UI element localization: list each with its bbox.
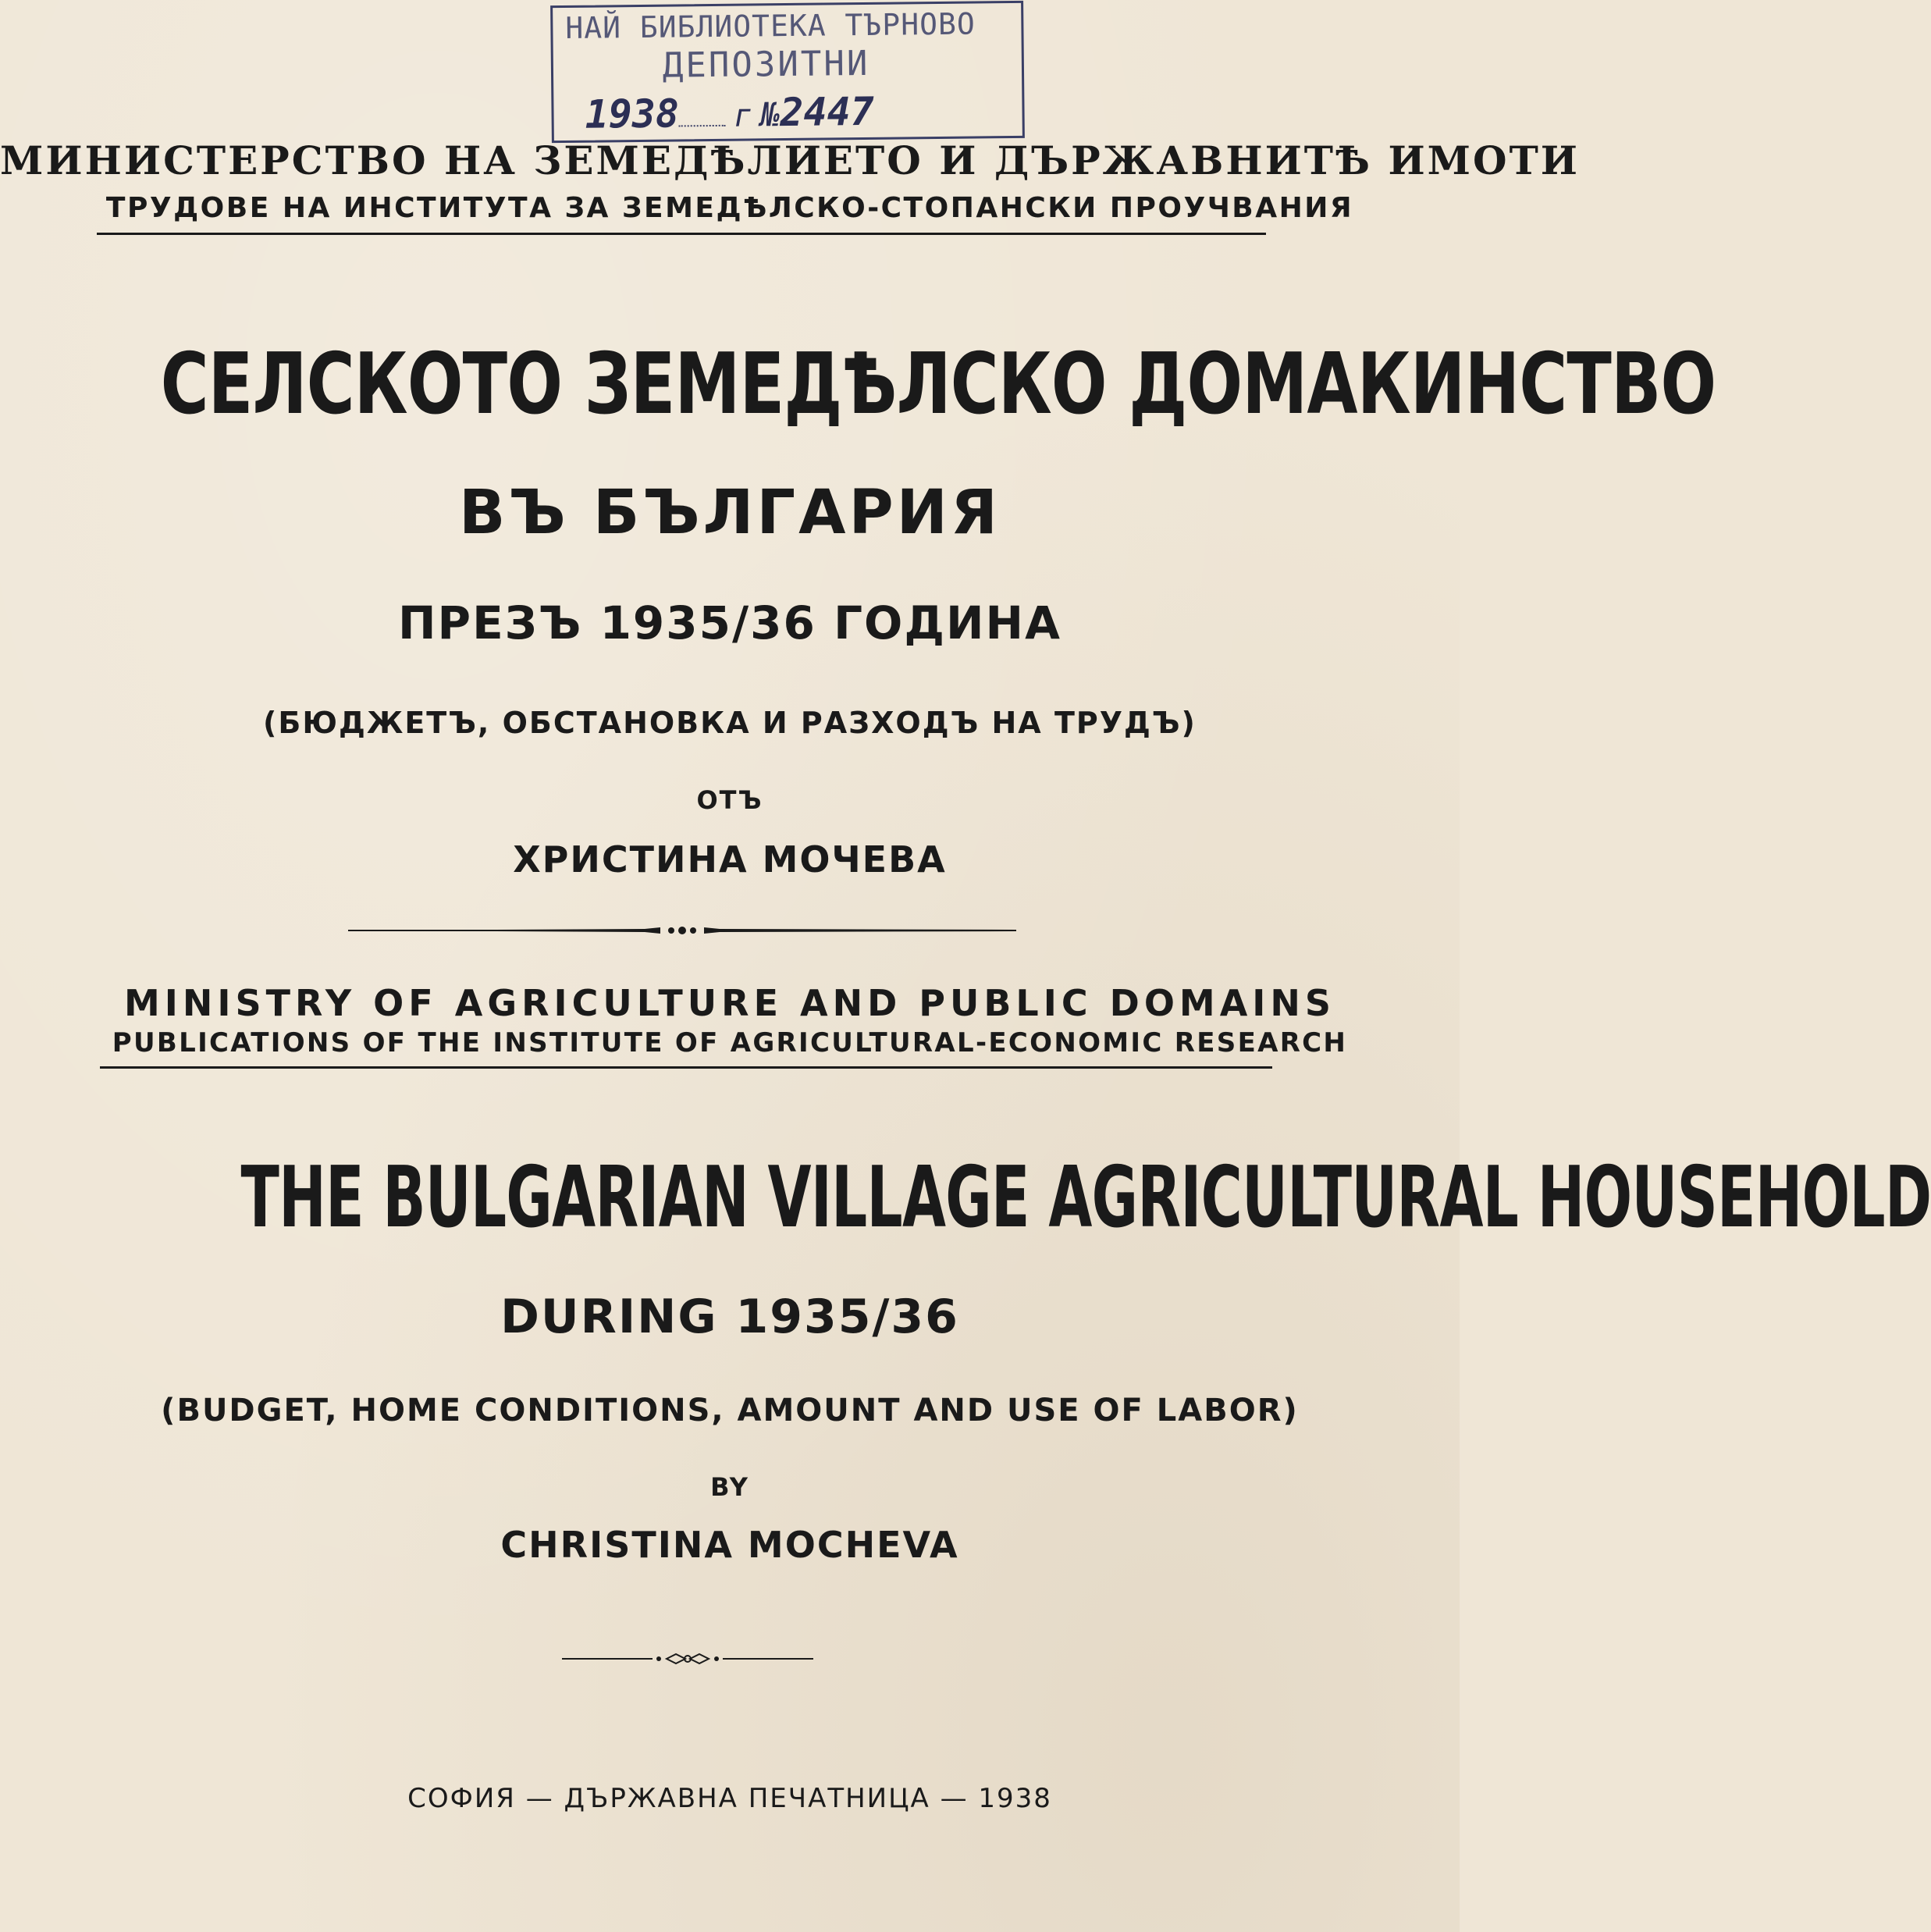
- by-label-en: BY: [710, 1472, 749, 1502]
- country-title-bg: ВЪ БЪЛГАРИЯ: [459, 478, 1001, 548]
- stamp-number-label: №: [759, 95, 781, 134]
- by-label-bg: ОТЪ: [696, 785, 763, 815]
- stamp-number-line: [585, 89, 874, 137]
- series-heading-en: PUBLICATIONS OF THE INSTITUTE OF AGRICULTURAL-ECONOMIC RESEARCH: [112, 1027, 1348, 1059]
- ornamental-divider: [348, 921, 1016, 940]
- main-title-bg: СЕЛСКОТО ЗЕМЕДѢЛСКО ДОМАКИНСТВО: [160, 336, 1716, 433]
- stamp-library-name: НАЙ БИБЛИОТЕКА ТЪРНОВО: [565, 6, 976, 45]
- author-en: CHRISTINA MOCHEVA: [500, 1524, 959, 1566]
- author-bg: ХРИСТИНА МОЧЕВА: [513, 838, 947, 881]
- stamp-g: г: [733, 98, 753, 134]
- imprint: СОФИЯ — ДЪРЖАВНА ПЕЧАТНИЦА — 1938: [407, 1783, 1052, 1814]
- ministry-heading-bg: МИНИСТЕРСТВО НА ЗЕМЕДѢЛИЕТО И ДЪРЖАВНИТѢ ИМОТИ: [0, 137, 1581, 183]
- stamp-number: 2447: [780, 88, 875, 136]
- subtitle-bg: (БЮДЖЕТЪ, ОБСТАНОВКА И РАЗХОДЪ НА ТРУДЪ): [263, 706, 1197, 740]
- ministry-heading-en: MINISTRY OF AGRICULTURE AND PUBLIC DOMAINS: [123, 982, 1336, 1024]
- small-ornamental-divider: [562, 1650, 813, 1667]
- stamp-deposit-label: ДЕПОЗИТНИ: [662, 43, 870, 86]
- header-rule-bg: [97, 233, 1266, 235]
- main-title-en: THE BULGARIAN VILLAGE AGRICULTURAL HOUSEHOLD: [240, 1149, 1931, 1247]
- series-heading-bg: ТРУДОВЕ НА ИНСТИТУТА ЗА ЗЕМЕДѢЛСКО-СТОПАНСКИ ПРОУЧВАНИЯ: [105, 192, 1354, 224]
- stamp-dotted-gap: [679, 125, 726, 127]
- period-title-en: DURING 1935/36: [500, 1290, 959, 1344]
- library-deposit-stamp: [550, 1, 1025, 143]
- period-title-bg: ПРЕЗЪ 1935/36 ГОДИНА: [398, 596, 1062, 649]
- stamp-year: 1938: [585, 91, 680, 137]
- subtitle-en: (BUDGET, HOME CONDITIONS, AMOUNT AND USE OF LABOR): [161, 1393, 1299, 1429]
- header-rule-en: [100, 1066, 1272, 1069]
